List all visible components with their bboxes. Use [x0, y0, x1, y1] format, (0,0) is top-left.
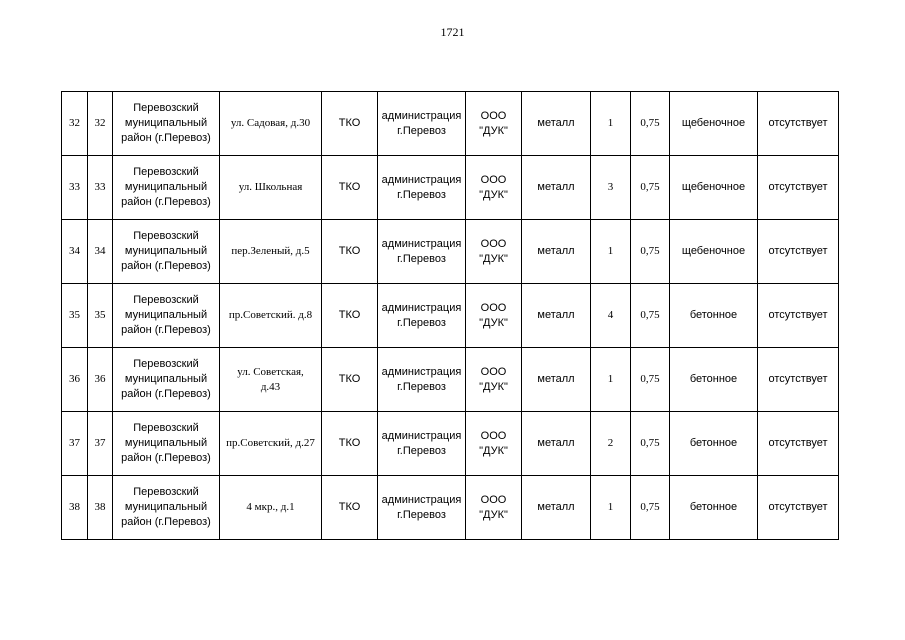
cell-row-number: 37	[62, 412, 88, 476]
cell-container-material: металл	[522, 476, 591, 540]
cell-operator	[466, 476, 522, 540]
cell-container-count: 2	[591, 412, 631, 476]
cell-owner-line: г.Перевоз	[397, 124, 446, 137]
cell-owner-line: г.Перевоз	[397, 380, 446, 393]
cell-district-line: муниципальный	[124, 117, 208, 129]
cell-address	[220, 220, 322, 284]
cell-container-volume: 0,75	[631, 92, 670, 156]
cell-operator-line: "ДУК"	[479, 188, 508, 201]
cell-site-number: 34	[88, 220, 113, 284]
cell-address	[220, 348, 322, 412]
cell-container-count: 1	[591, 220, 631, 284]
cell-waste-type: ТКО	[322, 284, 378, 348]
cell-operator-line: ООО	[480, 237, 507, 250]
cell-waste-type: ТКО	[322, 92, 378, 156]
cell-address	[220, 476, 322, 540]
cell-operator-line: ООО	[480, 429, 507, 442]
cell-site-number: 32	[88, 92, 113, 156]
cell-address-line: ул. Советская,	[237, 365, 304, 378]
cell-district-line: муниципальный	[124, 245, 208, 257]
cell-address-line: ул. Школьная	[238, 181, 303, 193]
table-row	[62, 348, 839, 412]
cell-row-number: 38	[62, 476, 88, 540]
cell-row-number: 36	[62, 348, 88, 412]
cell-operator-line: "ДУК"	[479, 380, 508, 393]
cell-owner-line: администрация	[381, 429, 462, 442]
table-row	[62, 156, 839, 220]
cell-site-number: 36	[88, 348, 113, 412]
cell-owner-line: администрация	[381, 493, 462, 506]
cell-owner-line: администрация	[381, 301, 462, 314]
table-row	[62, 412, 839, 476]
cell-district	[113, 92, 220, 156]
cell-container-volume: 0,75	[631, 412, 670, 476]
cell-surface-type: щебеночное	[670, 92, 758, 156]
table-body	[62, 92, 839, 540]
cell-container-volume: 0,75	[631, 348, 670, 412]
cell-district-line: район (г.Перевоз)	[121, 196, 211, 208]
cell-owner-line: администрация	[381, 173, 462, 186]
cell-operator-line: ООО	[480, 365, 507, 378]
cell-site-number: 37	[88, 412, 113, 476]
cell-fence: отсутствует	[758, 156, 839, 220]
cell-district-line: район (г.Перевоз)	[121, 388, 211, 400]
cell-container-material: металл	[522, 156, 591, 220]
cell-owner-line: администрация	[381, 237, 462, 250]
cell-container-material: металл	[522, 412, 591, 476]
cell-container-material: металл	[522, 220, 591, 284]
cell-district-line: муниципальный	[124, 309, 208, 321]
cell-container-count: 1	[591, 476, 631, 540]
cell-surface-type: бетонное	[670, 284, 758, 348]
cell-district-line: район (г.Перевоз)	[121, 260, 211, 272]
cell-district	[113, 476, 220, 540]
cell-district	[113, 284, 220, 348]
cell-district-line: муниципальный	[124, 501, 208, 513]
table-row	[62, 476, 839, 540]
cell-district-line: Перевозский	[133, 166, 199, 178]
table-row	[62, 220, 839, 284]
cell-district-line: Перевозский	[133, 358, 199, 370]
cell-address-line: 4 мкр., д.1	[246, 501, 295, 513]
cell-surface-type: бетонное	[670, 348, 758, 412]
cell-site-number: 35	[88, 284, 113, 348]
cell-waste-type: ТКО	[322, 412, 378, 476]
cell-operator	[466, 220, 522, 284]
cell-address	[220, 284, 322, 348]
cell-owner-line: г.Перевоз	[397, 444, 446, 457]
cell-fence: отсутствует	[758, 92, 839, 156]
cell-operator	[466, 284, 522, 348]
cell-waste-type: ТКО	[322, 156, 378, 220]
cell-district-line: муниципальный	[124, 181, 208, 193]
cell-district-line: муниципальный	[124, 437, 208, 449]
cell-district-line: район (г.Перевоз)	[121, 324, 211, 336]
cell-district-line: район (г.Перевоз)	[121, 452, 211, 464]
cell-row-number: 33	[62, 156, 88, 220]
cell-operator	[466, 156, 522, 220]
cell-container-volume: 0,75	[631, 476, 670, 540]
cell-operator	[466, 412, 522, 476]
cell-district-line: Перевозский	[133, 102, 199, 114]
cell-operator-line: "ДУК"	[479, 252, 508, 265]
cell-owner	[378, 156, 466, 220]
cell-operator-line: ООО	[480, 493, 507, 506]
cell-owner	[378, 412, 466, 476]
cell-district	[113, 412, 220, 476]
cell-row-number: 32	[62, 92, 88, 156]
cell-site-number: 33	[88, 156, 113, 220]
cell-container-volume: 0,75	[631, 284, 670, 348]
cell-address	[220, 92, 322, 156]
cell-district-line: район (г.Перевоз)	[121, 516, 211, 528]
cell-district-line: Перевозский	[133, 486, 199, 498]
cell-container-material: металл	[522, 92, 591, 156]
cell-container-volume: 0,75	[631, 156, 670, 220]
cell-address-line: пр.Советский. д.8	[228, 309, 313, 321]
cell-address	[220, 412, 322, 476]
cell-surface-type: щебеночное	[670, 220, 758, 284]
cell-address-line: пер.Зеленый, д.5	[231, 245, 310, 257]
cell-site-number: 38	[88, 476, 113, 540]
cell-district	[113, 156, 220, 220]
cell-fence: отсутствует	[758, 284, 839, 348]
cell-owner	[378, 284, 466, 348]
cell-owner	[378, 92, 466, 156]
cell-operator-line: "ДУК"	[479, 316, 508, 329]
cell-row-number: 35	[62, 284, 88, 348]
cell-container-count: 3	[591, 156, 631, 220]
cell-operator	[466, 348, 522, 412]
cell-address-line: пр.Советский, д.27	[226, 437, 315, 449]
cell-row-number: 34	[62, 220, 88, 284]
cell-operator-line: "ДУК"	[479, 444, 508, 457]
container-sites-table	[61, 91, 839, 540]
cell-operator	[466, 92, 522, 156]
cell-surface-type: бетонное	[670, 476, 758, 540]
cell-district-line: район (г.Перевоз)	[121, 132, 211, 144]
cell-operator-line: ООО	[480, 173, 507, 186]
cell-owner	[378, 476, 466, 540]
cell-owner-line: г.Перевоз	[397, 188, 446, 201]
cell-operator-line: ООО	[480, 109, 507, 122]
cell-container-material: металл	[522, 284, 591, 348]
page-number: 1721	[440, 25, 465, 39]
table-row	[62, 92, 839, 156]
cell-container-count: 1	[591, 92, 631, 156]
cell-district	[113, 220, 220, 284]
cell-container-count: 1	[591, 348, 631, 412]
cell-address-line: ул. Садовая, д.30	[230, 117, 311, 129]
cell-owner-line: администрация	[381, 109, 462, 122]
cell-fence: отсутствует	[758, 220, 839, 284]
cell-fence: отсутствует	[758, 476, 839, 540]
cell-operator-line: "ДУК"	[479, 124, 508, 137]
cell-owner-line: г.Перевоз	[397, 252, 446, 265]
cell-district-line: Перевозский	[133, 422, 199, 434]
cell-waste-type: ТКО	[322, 220, 378, 284]
table-row	[62, 284, 839, 348]
cell-address-line: д.43	[260, 380, 281, 393]
cell-district-line: Перевозский	[133, 294, 199, 306]
cell-district-line: муниципальный	[124, 373, 208, 385]
cell-fence: отсутствует	[758, 412, 839, 476]
cell-address	[220, 156, 322, 220]
cell-fence: отсутствует	[758, 348, 839, 412]
cell-container-count: 4	[591, 284, 631, 348]
cell-surface-type: бетонное	[670, 412, 758, 476]
cell-owner	[378, 348, 466, 412]
cell-surface-type: щебеночное	[670, 156, 758, 220]
cell-owner-line: администрация	[381, 365, 462, 378]
cell-owner	[378, 220, 466, 284]
cell-operator-line: "ДУК"	[479, 508, 508, 521]
cell-owner-line: г.Перевоз	[397, 316, 446, 329]
cell-district	[113, 348, 220, 412]
cell-waste-type: ТКО	[322, 348, 378, 412]
cell-operator-line: ООО	[480, 301, 507, 314]
cell-container-material: металл	[522, 348, 591, 412]
cell-container-volume: 0,75	[631, 220, 670, 284]
cell-district-line: Перевозский	[133, 230, 199, 242]
cell-owner-line: г.Перевоз	[397, 508, 446, 521]
cell-waste-type: ТКО	[322, 476, 378, 540]
